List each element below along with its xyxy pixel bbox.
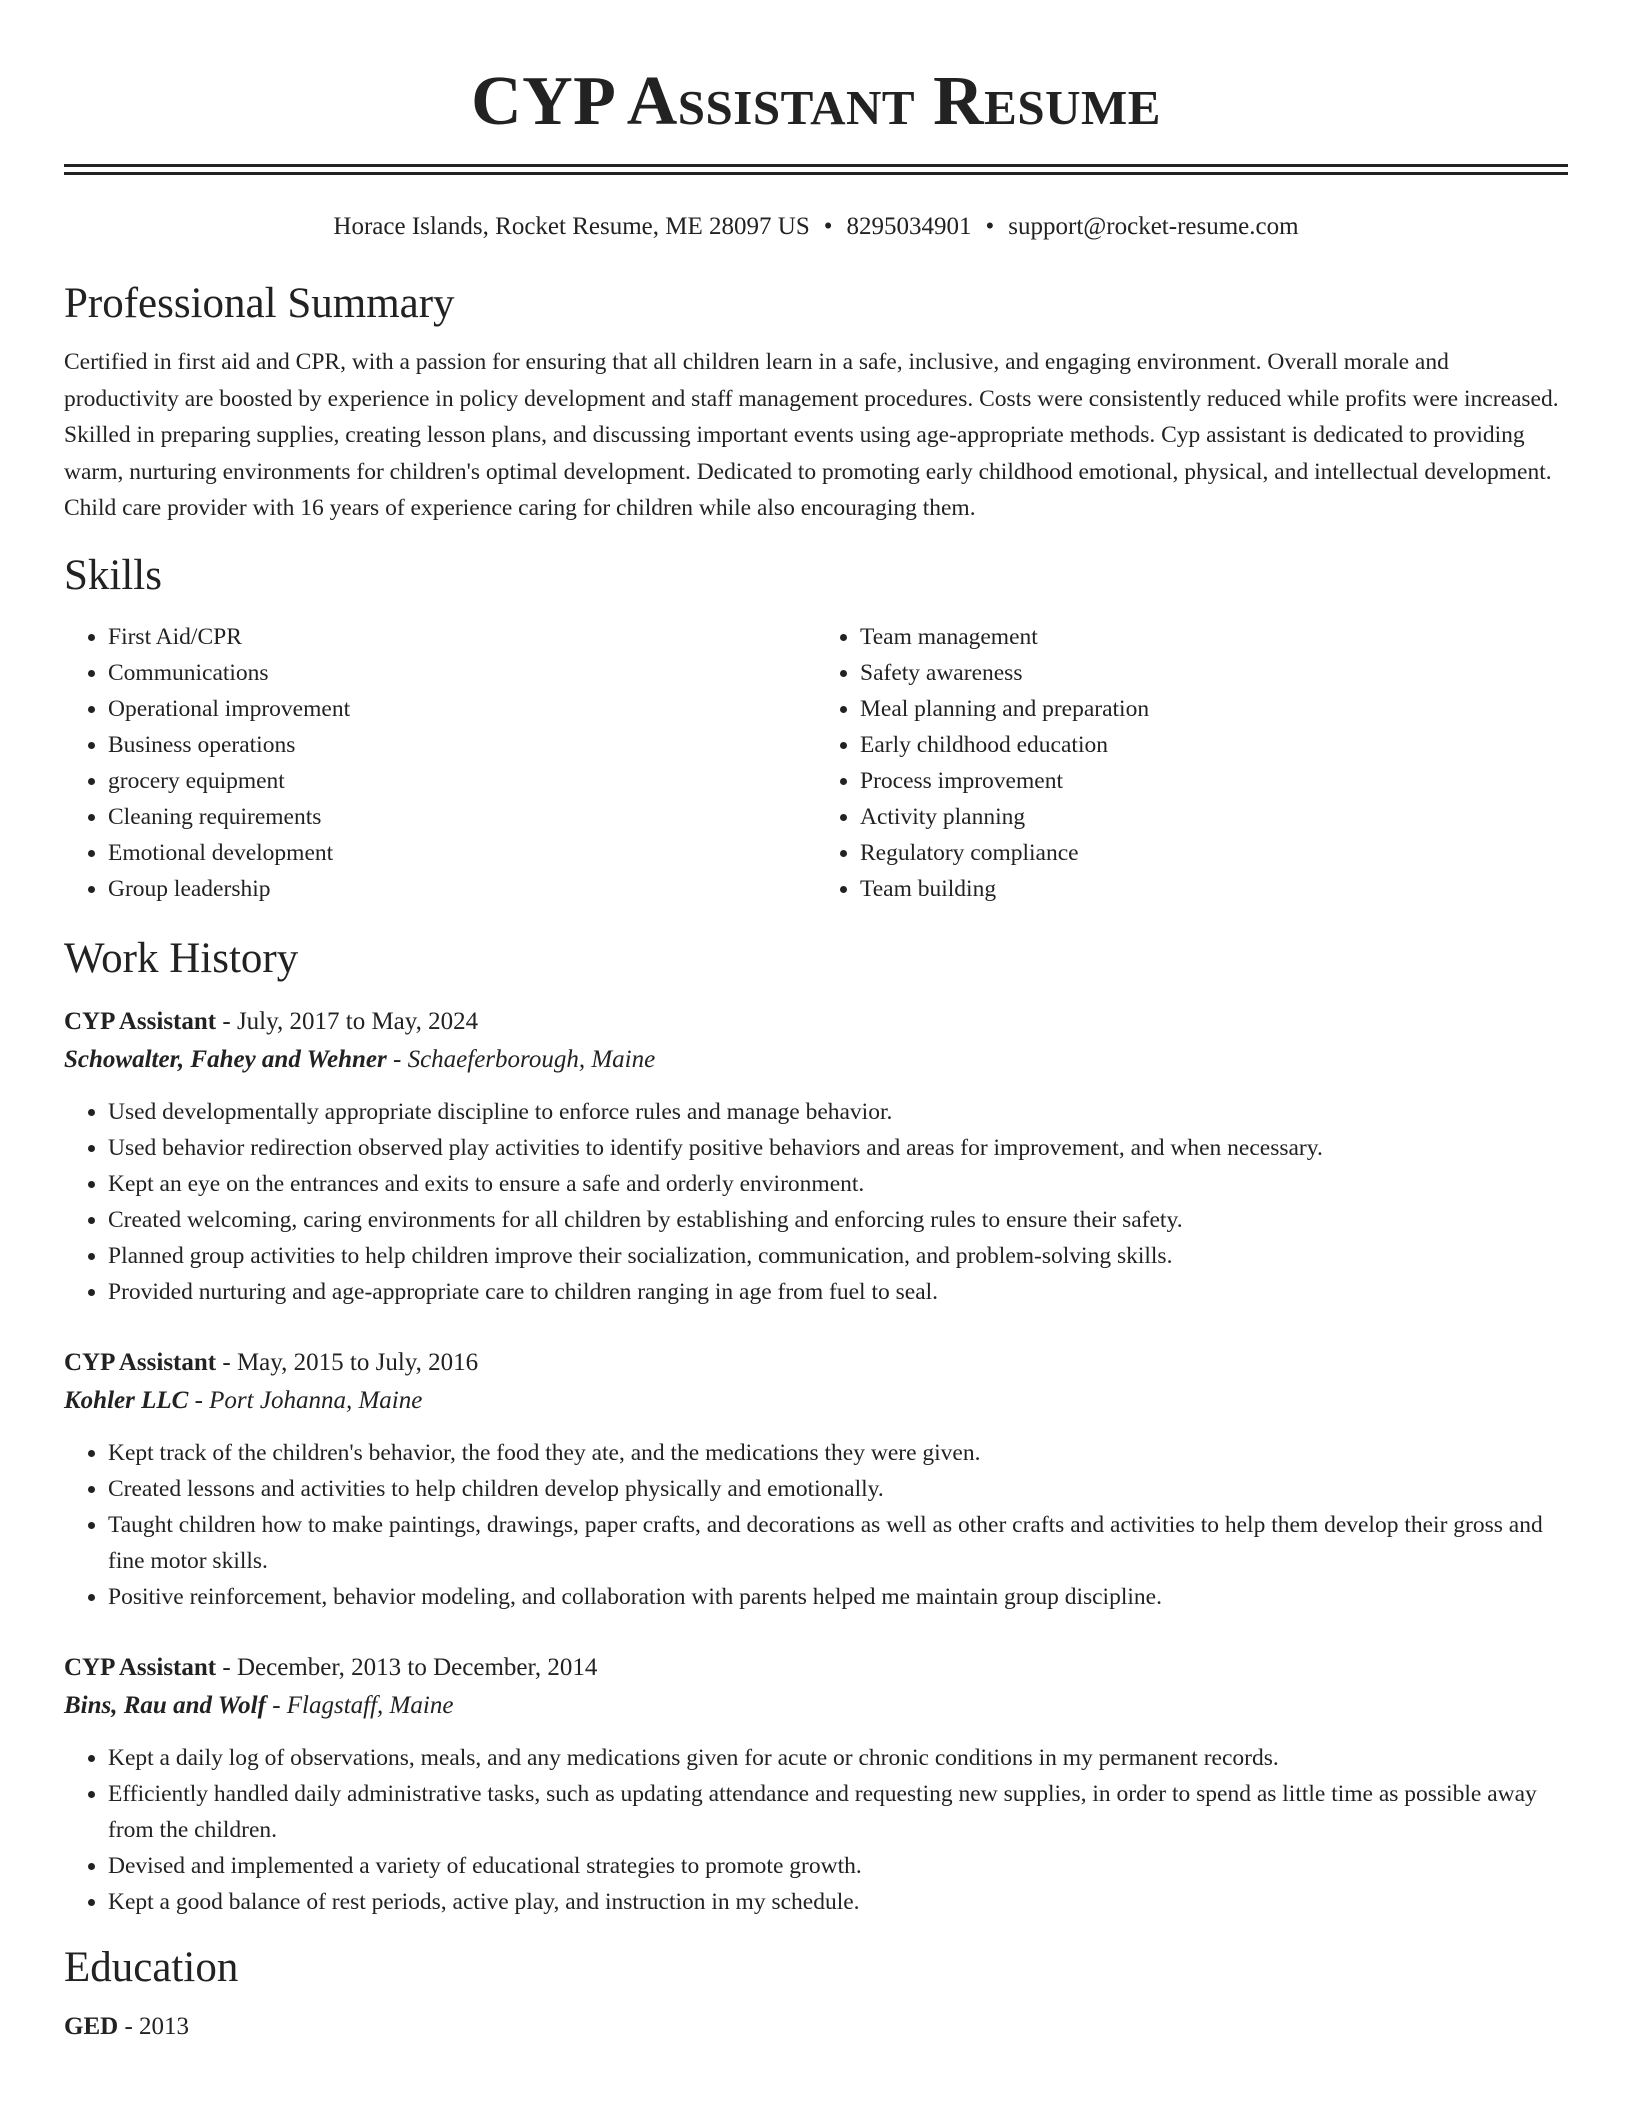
skill-item: • Cleaning requirements [108,799,816,835]
skill-item: • Team management [860,619,1568,655]
work-history-heading: Work History [64,934,299,982]
skills-list-left [64,619,816,907]
job-bullet: • Kept a good balance of rest periods, active play, and instruction in my schedule. [108,1884,1568,1920]
skill-item: • Operational improvement [108,691,816,727]
contact-line [64,210,1568,244]
job-title: CYP Assistant [64,1653,217,1681]
company-name: Kohler LLC [64,1386,189,1414]
contact-email: support@rocket-resume.com [1008,213,1299,240]
job-title-line [64,1003,1568,1041]
company-location: - Port Johanna, Maine [188,1386,423,1414]
job-bullet: • Created welcoming, caring environments for all children by establishing and enforcing rules to ensure their safety. [108,1202,1568,1238]
skill-item: • Process improvement [860,763,1568,799]
job-bullets [64,1094,1568,1310]
job-bullet: • Devised and implemented a variety of educational strategies to promote growth. [108,1848,1568,1884]
job-dates: - July, 2017 to May, 2024 [216,1007,479,1035]
company-location: - Flagstaff, Maine [265,1691,454,1719]
job-bullet: • Planned group activities to help children improve their socialization, communication, and problem-solving skills. [108,1238,1568,1274]
summary-section [64,278,1568,527]
skill-item: • First Aid/CPR [108,619,816,655]
company-name: Bins, Rau and Wolf [64,1691,266,1719]
company-line [64,1382,1568,1420]
skills-section [64,550,1568,907]
summary-heading: Professional Summary [64,280,455,327]
education-section [64,1942,1568,2046]
company-location: - Schaeferborough, Maine [386,1045,656,1073]
job-title-line [64,1649,1568,1687]
job-bullet: • Taught children how to make paintings, drawings, paper crafts, and decorations as well as other crafts and activities to help them develop their gross and fine motor skills. [108,1507,1568,1579]
company-line [64,1041,1568,1079]
summary-text: Certified in first aid and CPR, with a passion for ensuring that all children learn in a safe, inclusive, and engaging environment. Overall morale and productivity are boosted by experience in policy development and staff management procedures. Costs were consistently reduced while profits were increased. Skilled in preparing supplies, creating lesson plans, and discussing important events using age-appropriate methods. Cyp assistant is dedicated to providing warm, nurturing environments for children's optimal development. Dedicated to promoting early childhood emotional, physical, and intellectual development. Child care provider with 16 years of experience caring for children while also encouraging them. [64,349,1559,521]
job-title: CYP Assistant [64,1007,217,1035]
job-entry [64,1344,1568,1615]
job-bullets [64,1740,1568,1920]
skill-item: • Early childhood education [860,727,1568,763]
skills-list-right [816,619,1568,907]
skill-item: • Regulatory compliance [860,835,1568,871]
contact-separator: • [823,213,833,240]
job-dates: - December, 2013 to December, 2014 [216,1653,598,1681]
company-line [64,1687,1568,1725]
job-bullet: • Positive reinforcement, behavior modeling, and collaboration with parents helped me maintain group discipline. [108,1579,1568,1615]
job-bullet: • Used developmentally appropriate discipline to enforce rules and manage behavior. [108,1094,1568,1130]
job-title-line [64,1344,1568,1382]
job-bullet: • Kept track of the children's behavior, the food they ate, and the medications they were given. [108,1435,1568,1471]
education-year: - 2013 [118,2012,190,2040]
skill-item: • Safety awareness [860,655,1568,691]
job-entry [64,1649,1568,1920]
job-bullet: • Efficiently handled daily administrative tasks, such as updating attendance and requesting new supplies, in order to spend as little time as possible away from the children. [108,1776,1568,1848]
education-entry [64,2008,1568,2046]
job-title: CYP Assistant [64,1348,217,1376]
education-degree: GED [64,2012,119,2040]
job-bullet: • Kept an eye on the entrances and exits to ensure a safe and orderly environment. [108,1166,1568,1202]
contact-separator: • [985,213,995,240]
contact-phone: 8295034901 [846,213,972,240]
resume-title: CYP Assistant Resume [471,63,1161,140]
skill-item: • Activity planning [860,799,1568,835]
skills-grid [64,619,1568,907]
education-heading: Education [64,1943,239,1991]
skills-heading: Skills [64,551,162,599]
skill-item: • Group leadership [108,871,816,907]
skill-item: • Emotional development [108,835,816,871]
title-divider [64,164,1568,175]
company-name: Schowalter, Fahey and Wehner [64,1045,387,1073]
job-bullet: • Created lessons and activities to help children develop physically and emotionally. [108,1471,1568,1507]
work-history-section [64,933,1568,1920]
skill-item: • grocery equipment [108,763,816,799]
contact-address: Horace Islands, Rocket Resume, ME 28097 US [333,213,810,240]
skill-item: • Meal planning and preparation [860,691,1568,727]
job-bullet: • Used behavior redirection observed play activities to identify positive behaviors and areas for improvement, and when necessary. [108,1130,1568,1166]
skill-item: • Business operations [108,727,816,763]
job-bullet: • Kept a daily log of observations, meals, and any medications given for acute or chronic conditions in my permanent records. [108,1740,1568,1776]
job-dates: - May, 2015 to July, 2016 [216,1348,479,1376]
skill-item: • Communications [108,655,816,691]
skill-item: • Team building [860,871,1568,907]
job-entry [64,1003,1568,1310]
job-bullet: • Provided nurturing and age-appropriate care to children ranging in age from fuel to seal. [108,1274,1568,1310]
job-bullets [64,1435,1568,1615]
